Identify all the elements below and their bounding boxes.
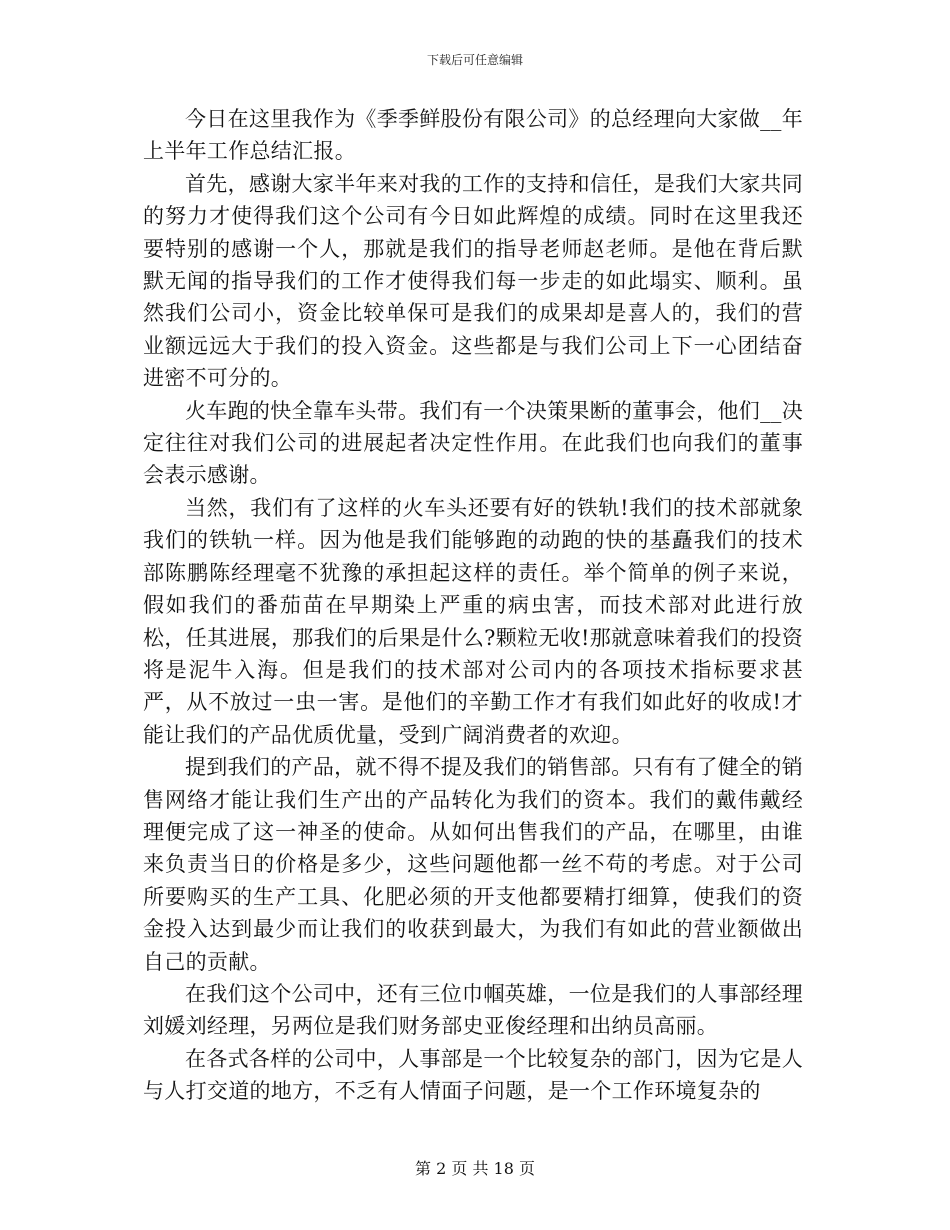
paragraph: 首先，感谢大家半年来对我的工作的支持和信任，是我们大家共同的努力才使得我们这个公司有今日如此辉煌的成绩。同时在这里我还要特别的感谢一个人，那就是我们的指导老师赵老师。是他在背后默默无闻的指导我们的工作才使得我们每一步走的如此塌实、顺利。虽然我们公司小，资金比较单保可是我们的成果却是喜人的，我们的营业额远远大于我们的投入资金。这些都是与我们公司上下一心团结奋进密不可分的。 — [143, 171, 803, 391]
paragraph: 火车跑的快全靠车头带。我们有一个决策果断的董事会，他们__决定往往对我们公司的进展起者决定性作用。在此我们也向我们的董事会表示感谢。 — [143, 398, 803, 488]
body-text — [143, 103, 803, 1108]
header-note: 下载后可任意编辑 — [426, 53, 523, 67]
paragraph: 当然，我们有了这样的火车头还要有好的铁轨!我们的技术部就象我们的铁轨一样。因为他是我们能够跑的动跑的快的基矗我们的技术部陈鹏陈经理毫不犹豫的承担起这样的责任。举个简单的例子来说，假如我们的番茄苗在早期染上严重的病虫害，而技术部对此进行放松，任其进展，那我们的后果是什么?颗粒无收!那就意味着我们的投资将是泥牛入海。但是我们的技术部对公司内的各项技术指标要求甚严，从不放过一虫一害。是他们的辛勤工作才有我们如此好的收成!才能让我们的产品优质优量，受到广阔消费者的欢迎。 — [143, 495, 803, 747]
page-number-footer: 第 2 页 共 18 页 — [415, 1159, 535, 1178]
paragraph: 提到我们的产品，就不得不提及我们的销售部。只有有了健全的销售网络才能让我们生产出的产品转化为我们的资本。我们的戴伟戴经理便完成了这一神圣的使命。从如何出售我们的产品，在哪里，由谁来负责当日的价格是多少，这些问题他都一丝不苟的考虑。对于公司所要购买的生产工具、化肥必须的开支他都要精打细算，使我们的资金投入达到最少而让我们的收获到最大，为我们有如此的营业额做出自己的贡献。 — [143, 755, 803, 974]
paragraph: 今日在这里我作为《季季鲜股份有限公司》的总经理向大家做__年上半年工作总结汇报。 — [143, 107, 803, 164]
paragraph: 在我们这个公司中，还有三位巾帼英雄，一位是我们的人事部经理刘媛刘经理，另两位是我们财务部史亚俊经理和出纳员高丽。 — [143, 981, 803, 1039]
paragraph: 在各式各样的公司中，人事部是一个比较复杂的部门，因为它是人与人打交道的地方，不乏有人情面子问题，是一个工作环境复杂的 — [143, 1046, 803, 1104]
